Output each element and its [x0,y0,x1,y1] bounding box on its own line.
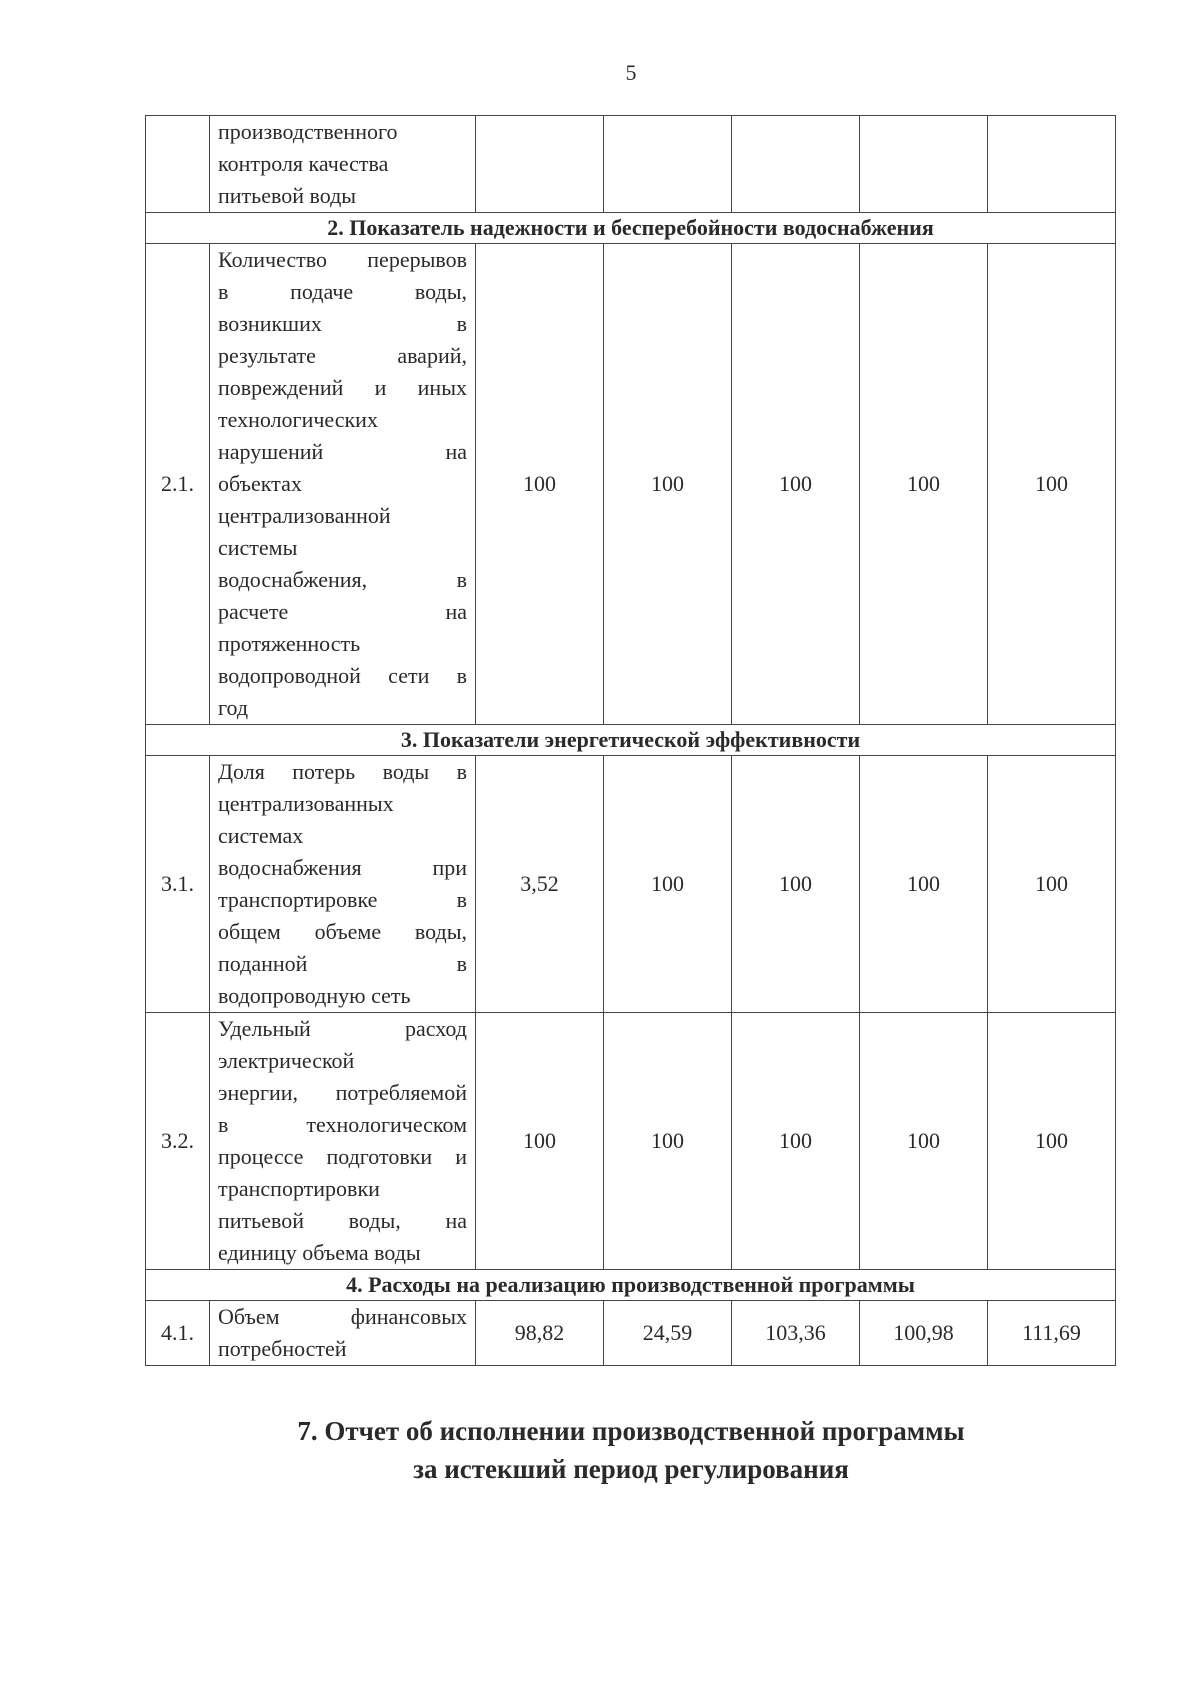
row-number: 4.1. [146,1301,210,1366]
value-cell: 100 [860,756,988,1013]
indicator-description [210,244,476,725]
section-row-energy [146,725,1116,756]
section-row-expenses [146,1270,1116,1301]
indicator-description [210,1013,476,1270]
value-cell: 100 [604,756,732,1013]
description-line: централизованной [218,503,391,528]
description-line: производственного [218,119,398,144]
description-line: Удельный расход [218,1016,467,1041]
value-cell: 24,59 [604,1301,732,1366]
value-cell: 100 [860,1013,988,1270]
description-line: системах [218,823,304,848]
row-number: 3.2. [146,1013,210,1270]
page-number: 5 [625,60,637,85]
description-line: единицу объема воды [218,1240,421,1265]
value-cell: 111,69 [988,1301,1116,1366]
value-cell: 100 [604,244,732,725]
value-cell: 100 [860,244,988,725]
description-line: электрической [218,1048,355,1073]
description-line: контроля качества [218,151,389,176]
value-cell: 100 [988,244,1116,725]
description-line: водопроводную сеть [218,983,411,1008]
value-cell: 100 [476,1013,604,1270]
value-cell: 100 [476,244,604,725]
section-heading [0,1412,1200,1488]
value-cell [732,116,860,213]
table-row-3-1 [146,756,1116,1013]
table-row-continued [146,116,1116,213]
value-cell: 100,98 [860,1301,988,1366]
value-cell: 98,82 [476,1301,604,1366]
description-line: технологических [218,407,378,432]
description-line: транспортировки [218,1176,380,1201]
row-number: 3.1. [146,756,210,1013]
section-heading-line-1: 7. Отчет об исполнении производственной программы [297,1416,965,1446]
description-line: результате аварий, [218,343,467,368]
value-cell [604,116,732,213]
value-cell: 100 [732,1013,860,1270]
description-line: поданной в [218,951,467,976]
description-line: нарушений на [218,439,467,464]
description-line: водоснабжения, в [218,567,467,592]
description-line: Объем финансовых [218,1304,467,1329]
value-cell: 3,52 [476,756,604,1013]
table-row-2-1 [146,244,1116,725]
table-row-3-2 [146,1013,1116,1270]
value-cell [860,116,988,213]
indicator-table [145,115,1116,1366]
description-line: питьевой воды, на [218,1208,467,1233]
row-number-cell [146,116,210,213]
section-title: 3. Показатели энергетической эффективности [146,725,1116,756]
section-heading-line-2: за истекший период регулирования [413,1454,849,1484]
description-line: протяженность [218,631,361,656]
description-line: централизованных [218,791,394,816]
value-cell [988,116,1116,213]
value-cell: 100 [604,1013,732,1270]
description-line: транспортировке в [218,887,467,912]
value-cell: 100 [732,244,860,725]
description-line: водопроводной сети в [218,663,467,688]
description-line: в технологическом [218,1112,467,1137]
section-row-reliability [146,213,1116,244]
description-line: Доля потерь воды в [218,759,467,784]
description-line: объектах [218,471,302,496]
description-line: повреждений и иных [218,375,467,400]
indicator-description [210,116,476,213]
indicator-description [210,756,476,1013]
value-cell: 100 [732,756,860,1013]
value-cell: 100 [988,756,1116,1013]
description-line: год [218,695,249,720]
indicator-description [210,1301,476,1366]
description-line: системы [218,535,298,560]
description-line: потребностей [218,1336,347,1361]
section-title: 4. Расходы на реализацию производственной программы [146,1270,1116,1301]
description-line: в подаче воды, [218,279,467,304]
section-title: 2. Показатель надежности и бесперебойности водоснабжения [146,213,1116,244]
description-line: водоснабжения при [218,855,467,880]
description-line: расчете на [218,599,467,624]
description-line: возникших в [218,311,467,336]
table-row-4-1 [146,1301,1116,1366]
value-cell: 103,36 [732,1301,860,1366]
description-line: общем объеме воды, [218,919,467,944]
value-cell [476,116,604,213]
description-line: Количество перерывов [218,247,467,272]
value-cell: 100 [988,1013,1116,1270]
description-line: процессе подготовки и [218,1144,467,1169]
description-line: питьевой воды [218,183,357,208]
row-number: 2.1. [146,244,210,725]
description-line: энергии, потребляемой [218,1080,467,1105]
